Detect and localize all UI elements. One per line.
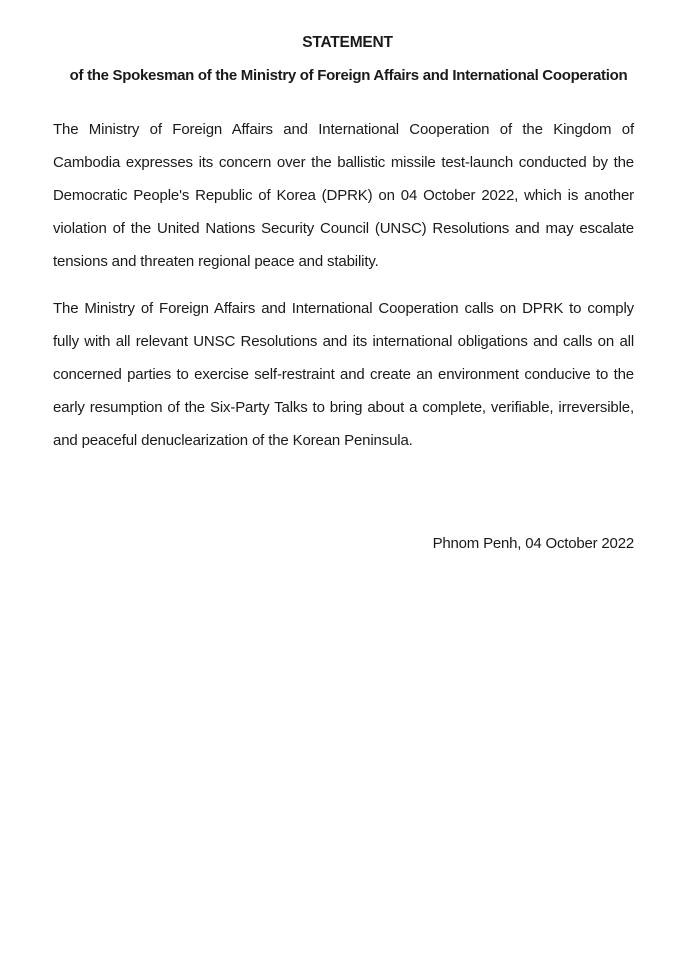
statement-title: STATEMENT bbox=[302, 34, 393, 51]
paragraph-concern: The Ministry of Foreign Affairs and International Cooperation of the Kingdom of Cambodia expresses its concern over the ballistic missile test-launch conducted by the Democratic People's Republic of Korea (DPRK) on 04 October 2022, which is another violation of the United Nations Security Council (UNSC) Resolutions and may escalate tensions and threaten regional peace and stability. bbox=[53, 121, 634, 270]
place-date: Phnom Penh, 04 October 2022 bbox=[432, 535, 634, 552]
paragraph-call: The Ministry of Foreign Affairs and International Cooperation calls on DPRK to comply fully with all relevant UNSC Resolutions and its international obligations and calls on all concerned parties to exercise self-restraint and create an environment conducive to the early resumption of the Six-Party Talks to bring about a complete, verifiable, irreversible, and peaceful denuclearization of the Korean Peninsula. bbox=[53, 300, 634, 449]
statement-subtitle: of the Spokesman of the Ministry of Foreign Affairs and International Cooperation bbox=[69, 67, 628, 84]
